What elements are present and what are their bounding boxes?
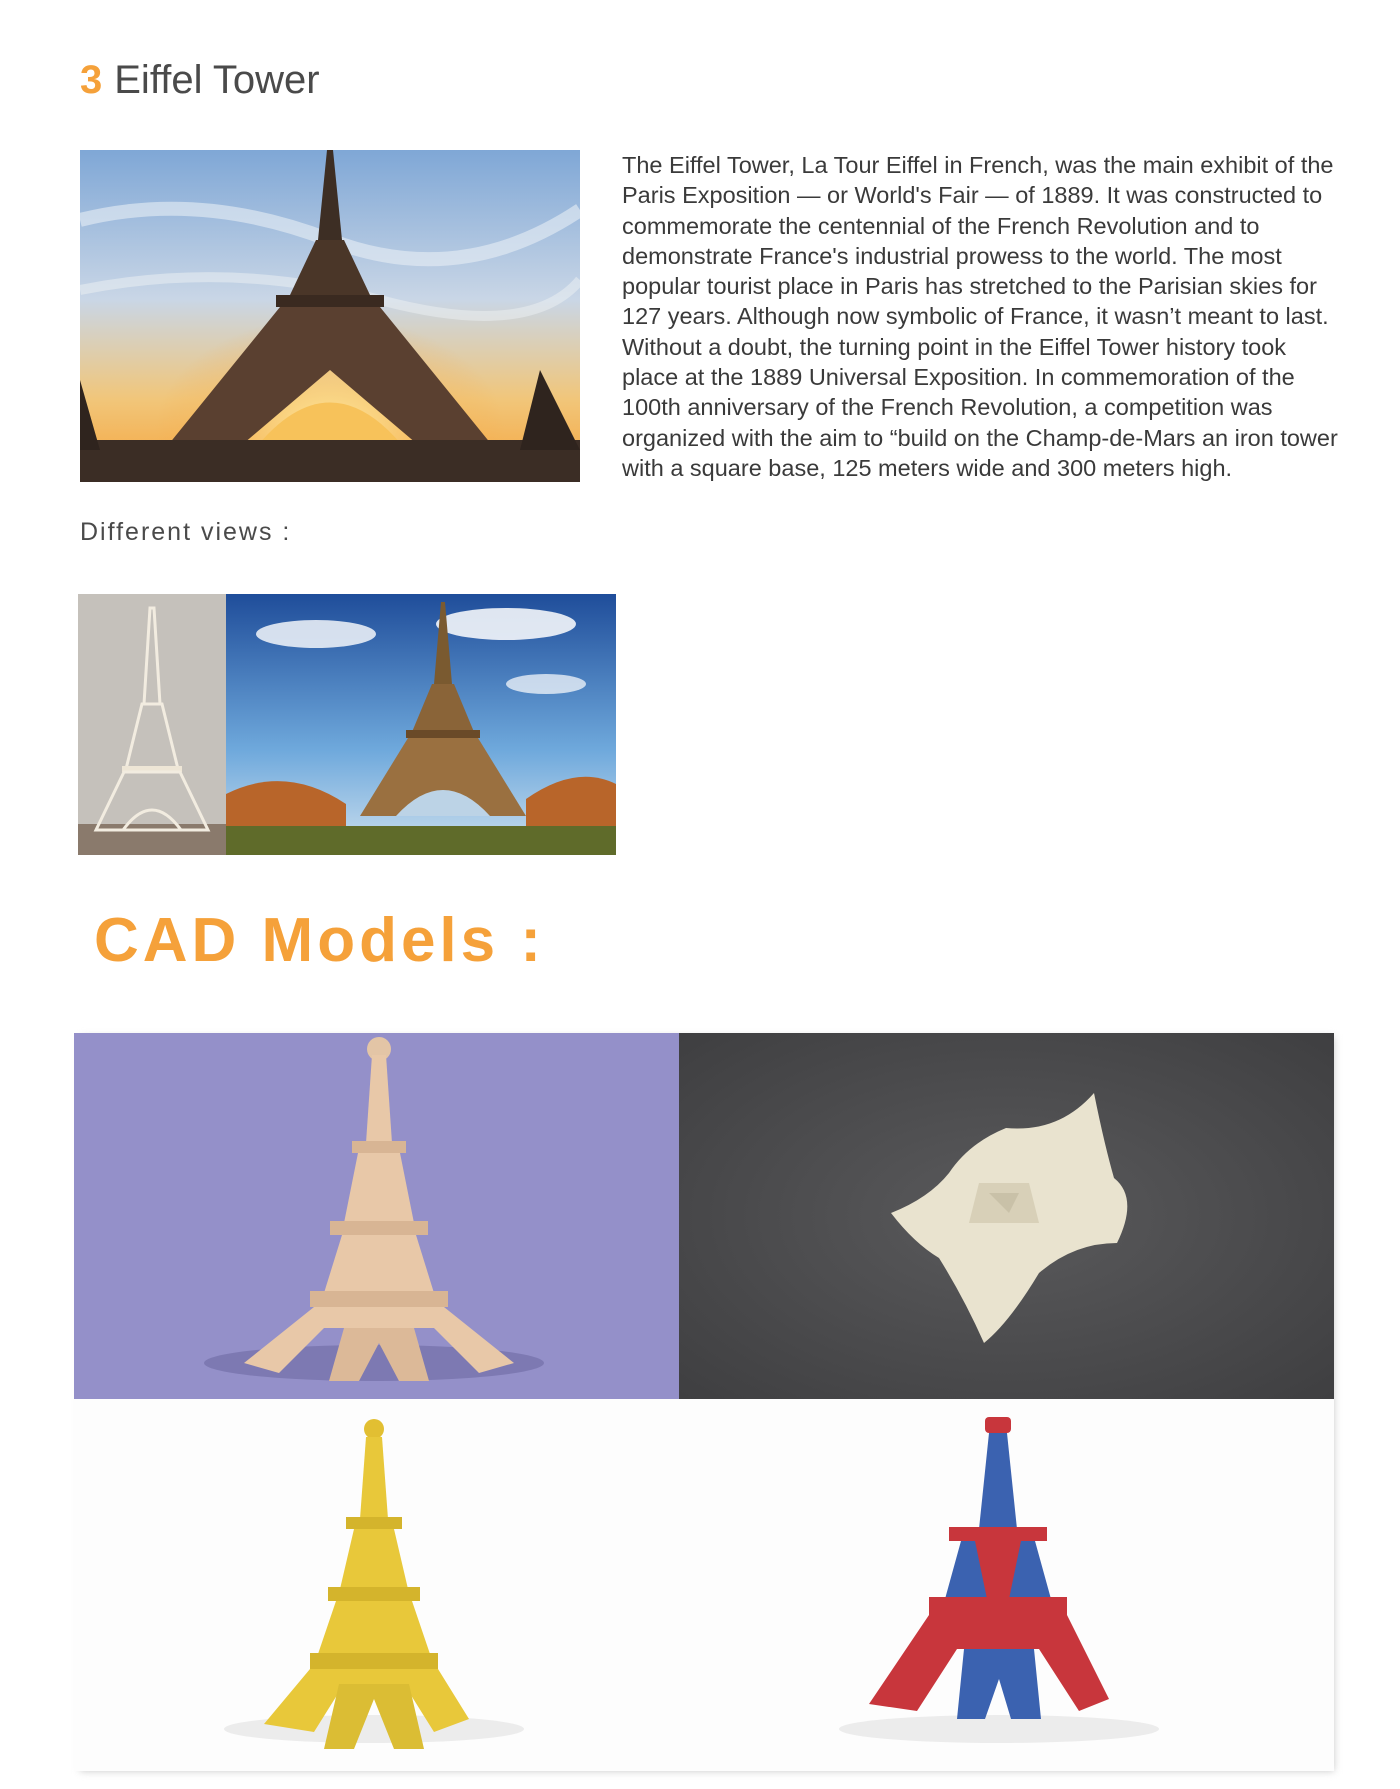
cad-wood-model [74, 1033, 679, 1399]
page-title [80, 58, 320, 103]
blue-sky-tower-photo [226, 594, 616, 855]
model-tower-photo [78, 594, 226, 855]
section-number: 3 [80, 58, 103, 102]
cad-red-blue-model [679, 1399, 1334, 1771]
cad-top-view-model [679, 1033, 1334, 1399]
description-text: The Eiffel Tower, La Tour Eiffel in French, was the main exhibit of the Paris Exposition — or World's Fair — of 1889. It was constructed to commemorate the centennial of the French Revolution and to demonstrate France's industrial prowess to the world. The most popular tourist place in Paris has stretched to the Parisian skies for 127 years. Although now symbolic of France, it wasn’t meant to last. Without a doubt, the turning point in the Eiffel Tower history took place at the 1889 Universal Exposition. In commemoration of the 100th anniversary of the French Revolution, a competition was organized with the aim to “build on the Champ-de-Mars an iron tower with a square base, 125 meters wide and 300 meters high. [622, 152, 1338, 481]
section-title: Eiffel Tower [114, 58, 320, 102]
main-tower-photo [80, 150, 580, 482]
cad-yellow-model [74, 1399, 679, 1771]
views-label: Different views : [80, 518, 292, 546]
cad-models-title: CAD Models : [94, 906, 545, 975]
